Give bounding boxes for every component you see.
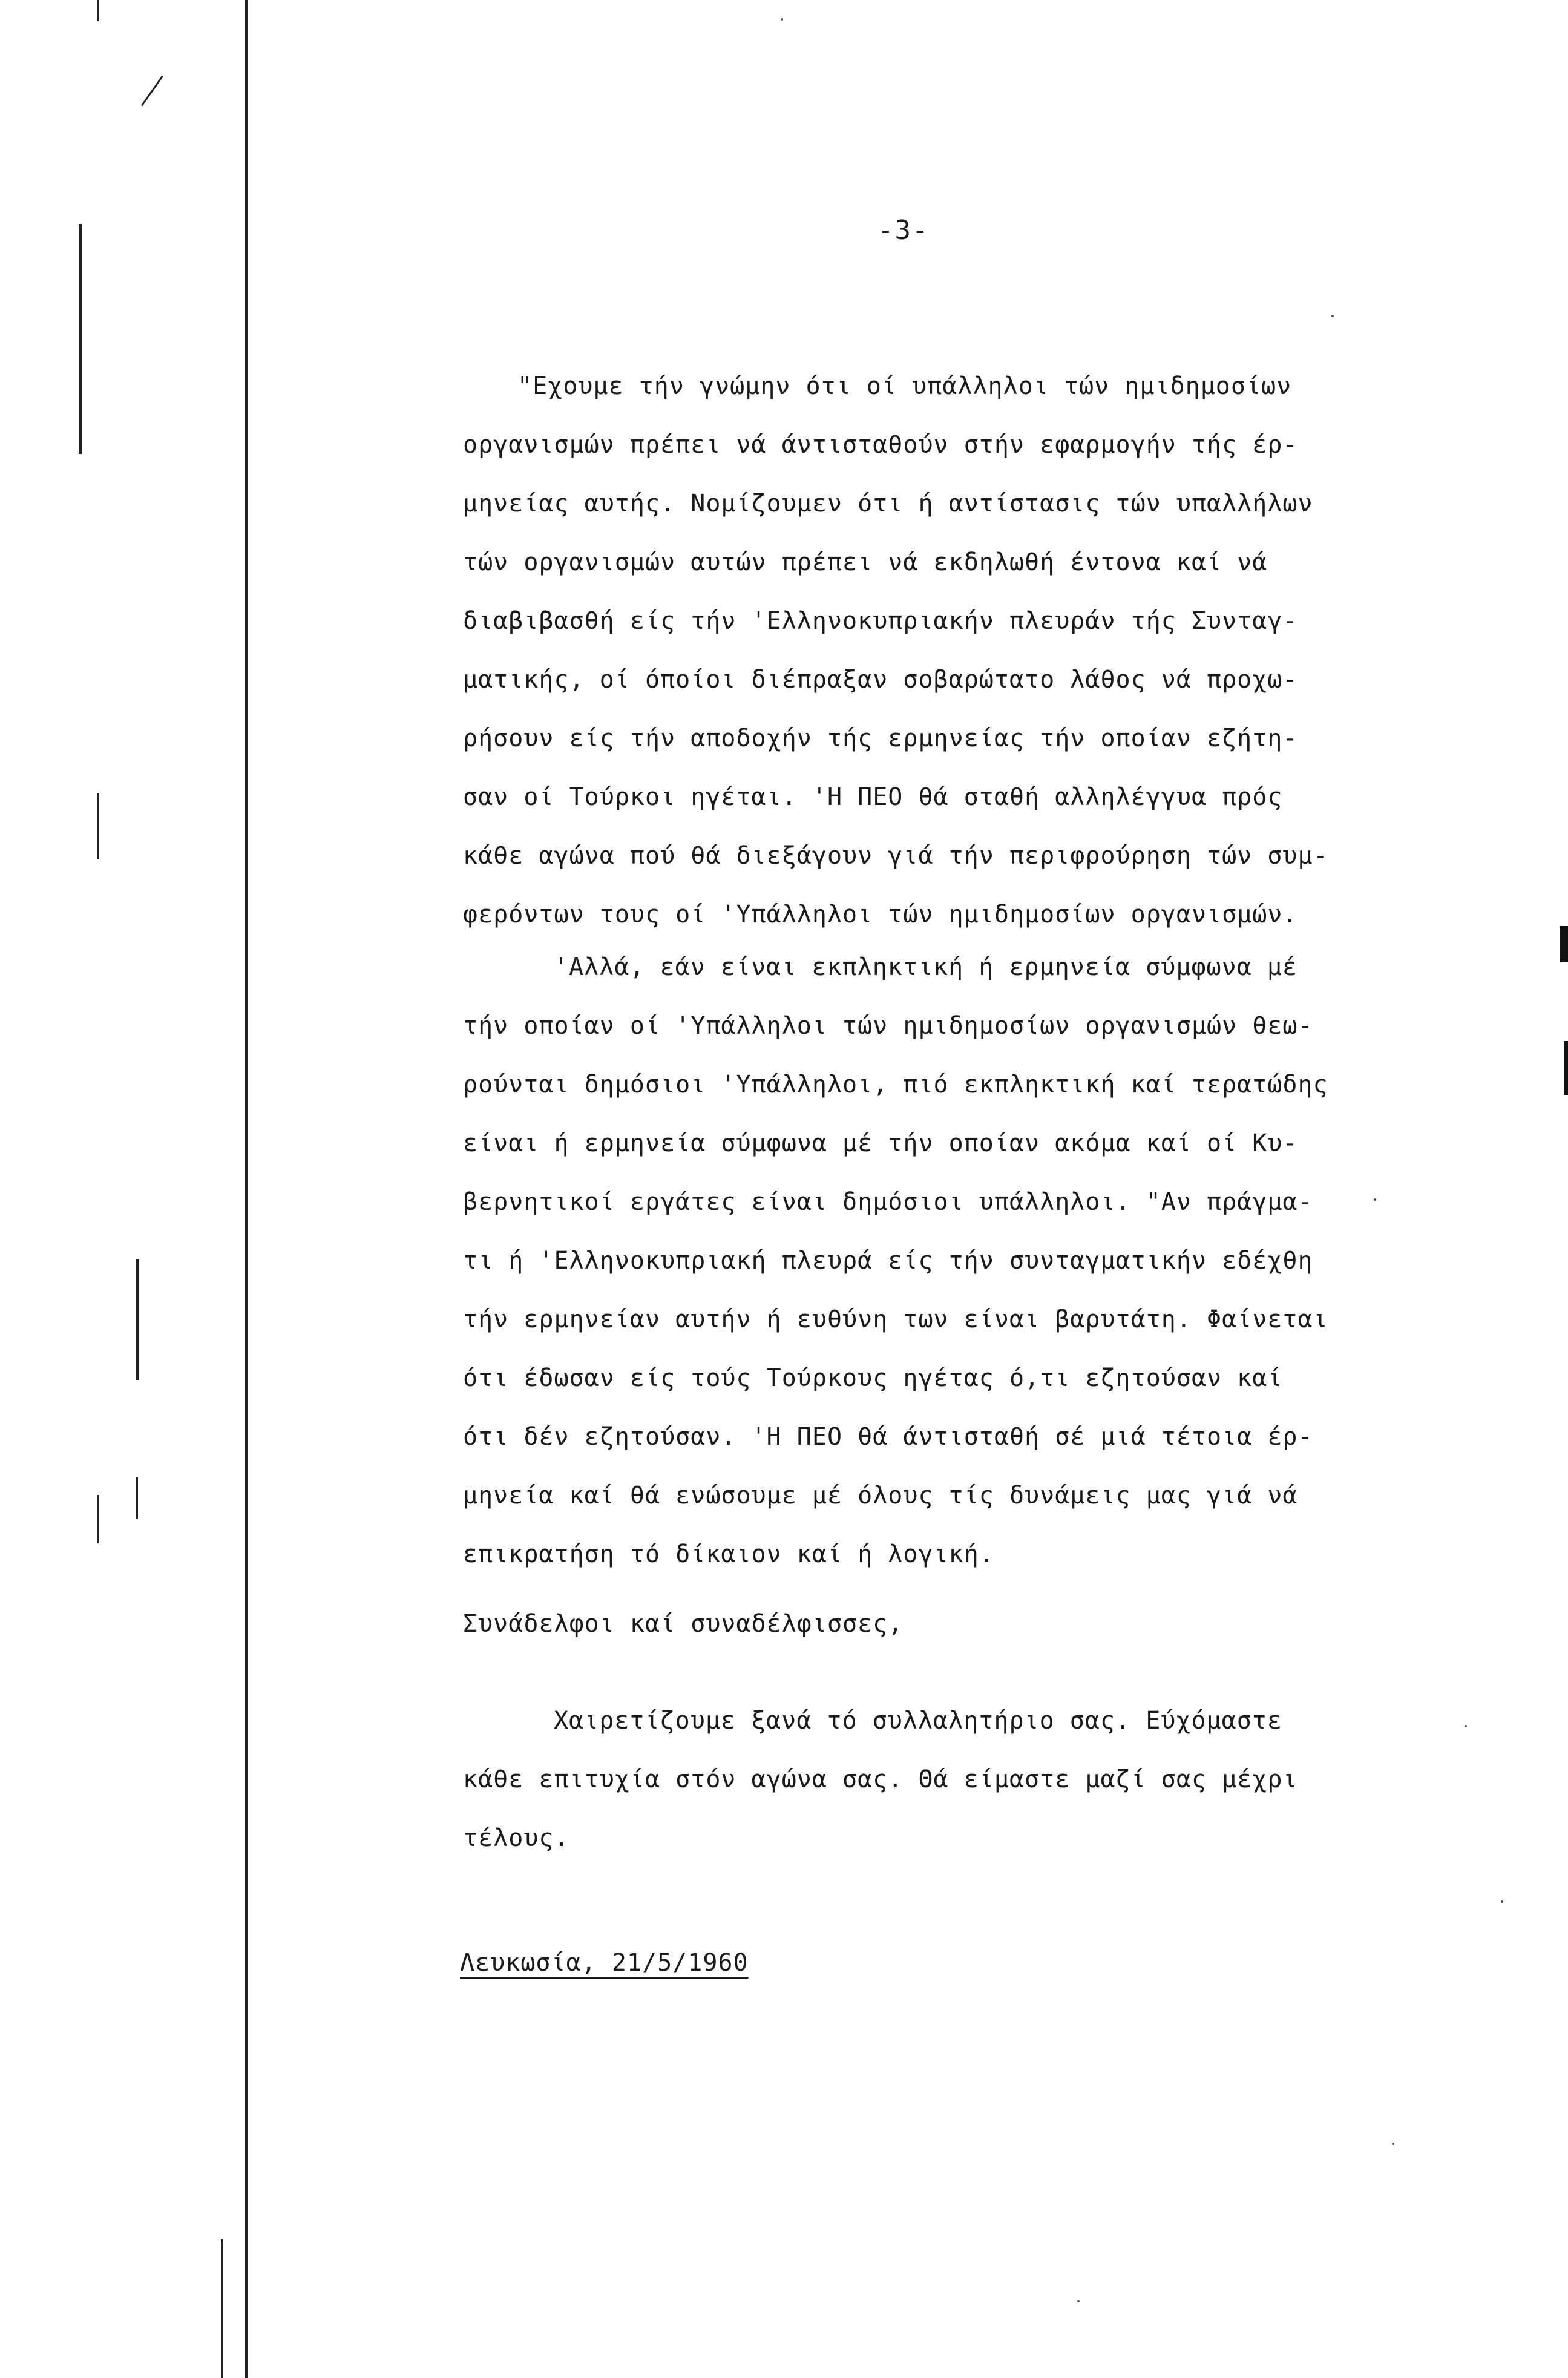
text-line: οργανισμών πρέπει νά άντισταθούν στήν εφαρμογήν τής έρ- bbox=[463, 431, 1298, 459]
scan-edge-line bbox=[136, 1477, 138, 1519]
text-line: ότι έδωσαν είς τούς Τούρκους ηγέτας ό,τι εζητούσαν καί bbox=[463, 1364, 1283, 1392]
text-line: τήν ερμηνείαν αυτήν ή ευθύνη των είναι βαρυτάτη. Φαίνεται bbox=[463, 1306, 1328, 1333]
paragraph-3 bbox=[463, 1692, 1359, 1868]
text-line: βερνητικοί εργάτες είναι δημόσιοι υπάλληλοι. "Αν πράγμα- bbox=[463, 1188, 1313, 1216]
text-line: Χαιρετίζουμε ξανά τό συλλαλητήριο σας. Εύχόμαστε bbox=[554, 1707, 1282, 1735]
text-line: κάθε επιτυχία στόν αγώνα σας. Θά είμαστε μαζί σας μέχρι bbox=[463, 1765, 1298, 1793]
text-line: μηνείας αυτής. Νομίζουμεν ότι ή αντίστασις τών υπαλλήλων bbox=[463, 490, 1313, 517]
text-line: ματικής, οί όποίοι διέπραξαν σοβαρώτατο λάθος νά προχω- bbox=[463, 666, 1298, 694]
text-line: τέλους. bbox=[463, 1824, 569, 1852]
scan-speck bbox=[1374, 1198, 1376, 1201]
text-line: "Εχουμε τήν γνώμην ότι οί υπάλληλοι τών ημιδημοσίων bbox=[517, 372, 1292, 400]
scan-speck bbox=[1077, 2300, 1080, 2302]
paragraph-2 bbox=[463, 938, 1359, 1584]
scan-speck bbox=[1331, 315, 1334, 317]
scan-edge-line bbox=[97, 793, 99, 859]
scan-edge-line bbox=[97, 0, 99, 21]
text-line: κάθε αγώνα πού θά διεξάγουν γιά τήν περιφρούρηση τών συμ- bbox=[463, 842, 1328, 870]
scan-edge-line bbox=[136, 1259, 139, 1380]
text-line: 'Αλλά, εάν είναι εκπληκτική ή ερμηνεία σύμφωνα μέ bbox=[554, 953, 1298, 981]
text-line: Συνάδελφοι καί συναδέλφισσες, bbox=[463, 1610, 904, 1638]
page-number: -3- bbox=[877, 215, 930, 246]
text-line: επικρατήση τό δίκαιον καί ή λογική. bbox=[463, 1540, 994, 1568]
scan-edge-mark bbox=[1560, 926, 1568, 962]
scan-edge-line bbox=[221, 2239, 223, 2378]
text-line: τι ή 'Ελληνοκυπριακή πλευρά είς τήν συνταγματικήν εδέχθη bbox=[463, 1247, 1313, 1275]
text-line: ρήσουν είς τήν αποδοχήν τής ερμηνείας τήν οποίαν εζήτη- bbox=[463, 724, 1298, 752]
scan-edge-line bbox=[245, 0, 248, 2378]
text-line: ρούνται δημόσιοι 'Υπάλληλοι, πιό εκπληκτική καί τερατώδης bbox=[463, 1071, 1328, 1099]
scan-edge-line bbox=[79, 224, 82, 454]
scan-edge-line bbox=[97, 1495, 99, 1543]
text-line: τήν οποίαν οί 'Υπάλληλοι τών ημιδημοσίων οργανισμών θεω- bbox=[463, 1012, 1313, 1040]
salutation bbox=[463, 1595, 1359, 1654]
text-line: μηνεία καί θά ενώσουμε μέ όλους τίς δυνάμεις μας γιά νά bbox=[463, 1482, 1298, 1509]
scan-speck bbox=[1465, 1725, 1467, 1727]
text-line: είναι ή ερμηνεία σύμφωνα μέ τήν οποίαν ακόμα καί οί Κυ- bbox=[463, 1129, 1298, 1157]
scan-speck bbox=[781, 18, 783, 21]
text-line: σαν οί Τούρκοι ηγέται. 'Η ΠΕΟ θά σταθή αλληλέγγυα πρός bbox=[463, 783, 1283, 811]
text-line: φερόντων τους οί 'Υπάλληλοι τών ημιδημοσίων οργανισμών. bbox=[463, 901, 1298, 928]
scan-speck bbox=[1392, 2143, 1394, 2145]
text-line: τών οργανισμών αυτών πρέπει νά εκδηλωθή έντονα καί νά bbox=[463, 548, 1268, 576]
text-line: ότι δέν εζητούσαν. 'Η ΠΕΟ θά άντισταθή σέ μιά τέτοια έρ- bbox=[463, 1423, 1313, 1451]
text-line: διαβιβασθή είς τήν 'Ελληνοκυπριακήν πλευράν τής Συνταγ- bbox=[463, 607, 1298, 635]
scan-speck bbox=[1501, 1900, 1503, 1903]
paragraph-1 bbox=[463, 357, 1359, 944]
scan-edge-mark bbox=[1564, 1041, 1568, 1095]
scan-edge-line bbox=[141, 76, 163, 107]
dateline: Λευκωσία, 21/5/1960 bbox=[460, 1949, 749, 1977]
